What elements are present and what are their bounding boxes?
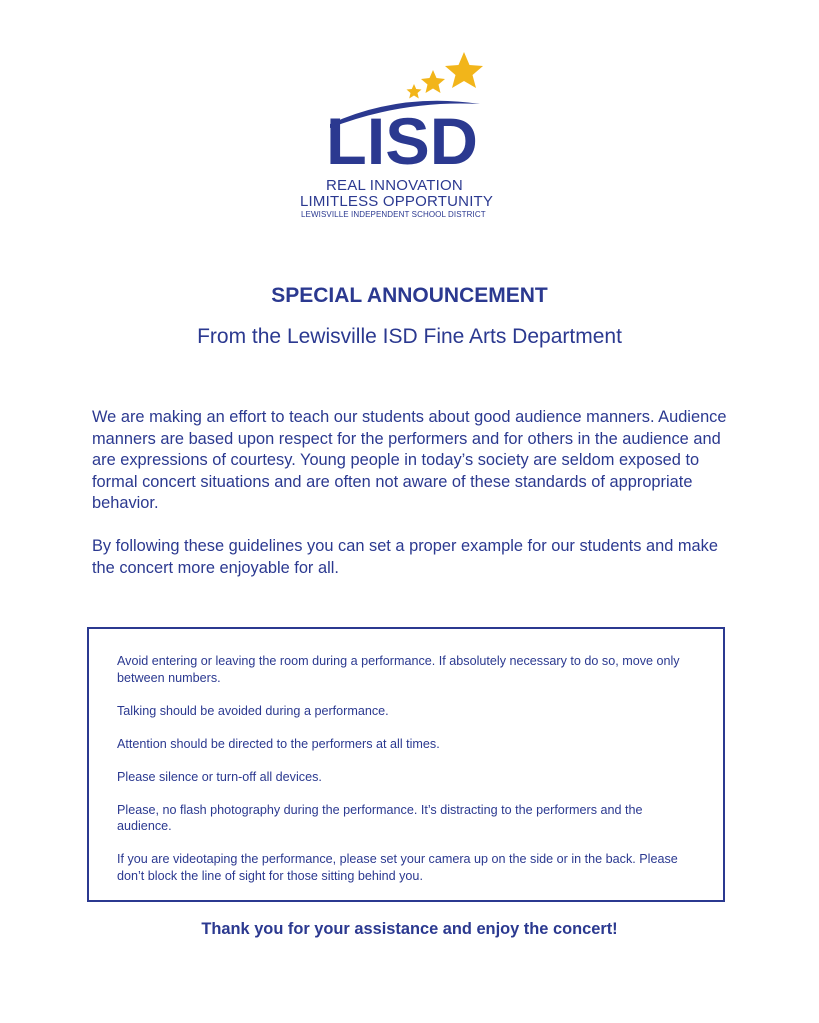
large-star-icon [445, 52, 483, 88]
tagline-real-innovation: REAL INNOVATION [326, 177, 463, 194]
guidelines-box [87, 627, 725, 902]
page-subtitle: From the Lewisville ISD Fine Arts Department [197, 325, 622, 348]
closing-message: Thank you for your assistance and enjoy the concert! [201, 920, 618, 938]
guideline-item: Please, no flash photography during the performance. It’s distracting to the performers and the audience. [117, 802, 643, 833]
guidelines-list [89, 629, 723, 884]
lisd-logo-graphic [300, 48, 520, 173]
tagline-district-name: LEWISVILLE INDEPENDENT SCHOOL DISTRICT [301, 210, 486, 219]
page-title: SPECIAL ANNOUNCEMENT [271, 284, 548, 307]
intro-paragraph-2: By following these guidelines you can set a proper example for our students and make the concert more enjoyable for all. [92, 537, 718, 577]
guideline-item: Talking should be avoided during a performance. [117, 703, 389, 718]
lisd-wordmark: LISD [326, 104, 478, 173]
guideline-item: Attention should be directed to the performers at all times. [117, 736, 440, 751]
guideline-item: If you are videotaping the performance, please set your camera up on the side or in the back. Please don’t block the line of sight for those sitting behind you. [117, 852, 678, 883]
tagline-limitless-opportunity: LIMITLESS OPPORTUNITY [300, 193, 494, 210]
guideline-item: Please silence or turn-off all devices. [117, 769, 322, 784]
medium-star-icon [421, 70, 445, 93]
guideline-item: Avoid entering or leaving the room during a performance. If absolutely necessary to do so, move only between numbers. [117, 654, 680, 685]
intro-paragraph-1: We are making an effort to teach our students about good audience manners. Audience manners are based upon respect for the performers and for others in the audience and are expressions of courtesy. Young people in today’s society are seldom exposed to formal concert situations and are often not aware of these standards of appropriate behavior. [92, 408, 727, 513]
lisd-logo [300, 48, 520, 223]
small-star-icon [407, 84, 422, 99]
